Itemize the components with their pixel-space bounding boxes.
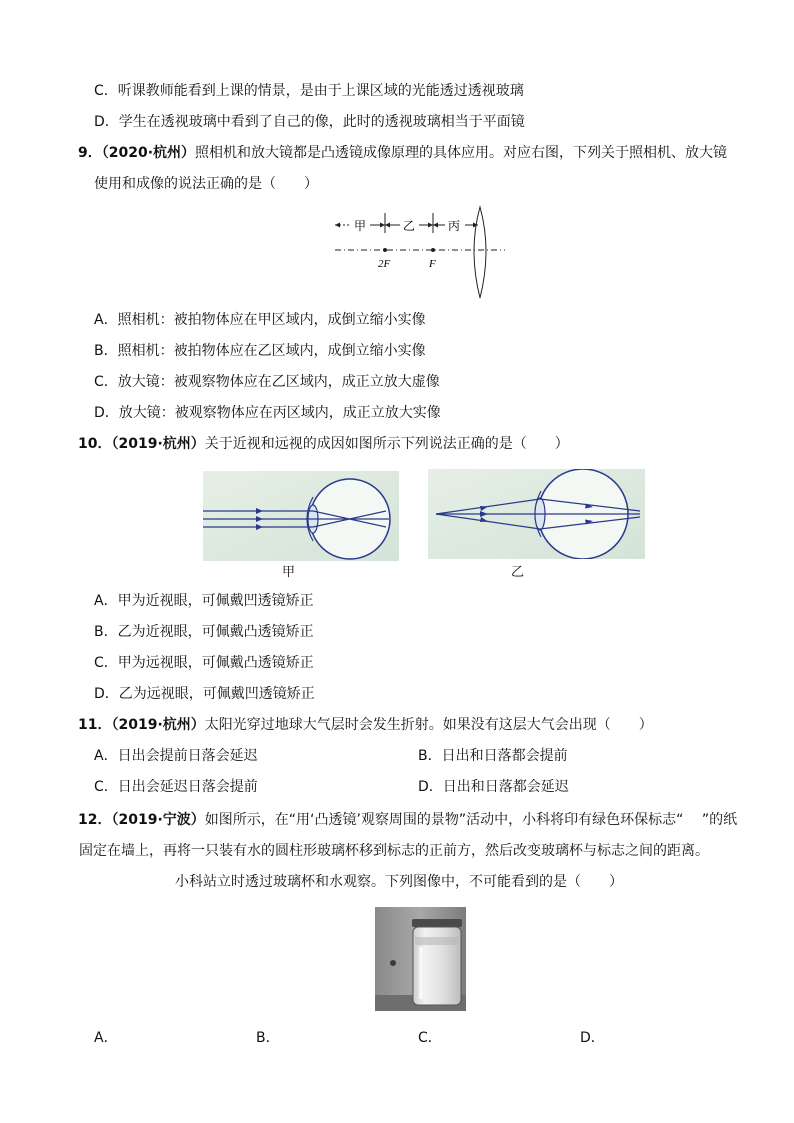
q9-number: 9． — [78, 145, 102, 161]
q11-option-c[interactable]: C．日出会延迟日落会提前 — [94, 779, 258, 795]
q9-stem-line1 — [78, 143, 727, 163]
q10-eye-diagram-hyperopia — [428, 469, 645, 559]
q12-text2: 固定在墙上，再将一只装有水的圆柱形玻璃杯移到标志的正前方，然后改变玻璃杯与标志之间的距离。 — [79, 843, 709, 859]
label-jia: 甲 — [354, 219, 367, 233]
q10-stem — [78, 434, 569, 454]
caption-yi: 乙 — [511, 565, 525, 580]
q9-source: （2020·杭州） — [101, 145, 196, 161]
q12-number: 12． — [78, 812, 112, 828]
q9-option-c[interactable]: C．放大镜：被观察物体应在乙区域内，成正立放大虚像 — [94, 374, 440, 390]
q9-option-d[interactable]: D．放大镜：被观察物体应在丙区域内，成正立放大实像 — [94, 405, 441, 421]
q12-text1: 如图所示，在“用‘凸透镜’观察周围的景物”活动中，小科将印有绿色环保标志“ ”的纸 — [204, 812, 738, 828]
q11-option-d[interactable]: D．日出和日落都会延迟 — [418, 779, 569, 795]
q12-source: （2019·宁波） — [111, 812, 205, 828]
q11-source: （2019·杭州） — [111, 717, 205, 733]
q11-option-a[interactable]: A．日出会提前日落会延迟 — [94, 748, 258, 764]
wall-mark — [390, 960, 396, 966]
q9-option-a[interactable]: A．照相机：被拍物体应在甲区域内，成倒立缩小实像 — [94, 312, 426, 328]
q9-text2: 使用和成像的说法正确的是（ ） — [94, 176, 318, 192]
option-c-previous: C．听课教师能看到上课的情景，是由于上课区域的光能透过透视玻璃 — [94, 83, 524, 99]
q12-option-c[interactable]: C． — [418, 1030, 442, 1046]
q11-option-b[interactable]: B．日出和日落都会提前 — [418, 748, 568, 764]
q10-number: 10． — [78, 436, 112, 452]
option-d-previous: D．学生在透视玻璃中看到了自己的像，此时的透视玻璃相当于平面镜 — [94, 114, 525, 130]
q10-option-d[interactable]: D．乙为远视眼，可佩戴凹透镜矫正 — [94, 686, 315, 702]
label-2f: 2F — [378, 258, 391, 270]
point-2f — [383, 248, 387, 252]
q11-text: 太阳光穿过地球大气层时会发生折射。如果没有这层大气会出现（ ） — [204, 717, 653, 733]
jar-lid — [412, 919, 462, 927]
point-f — [431, 248, 435, 252]
q10-text: 关于近视和远视的成因如图所示下列说法正确的是（ ） — [204, 436, 569, 452]
q10-option-a[interactable]: A．甲为近视眼，可佩戴凹透镜矫正 — [94, 593, 314, 609]
q11-number: 11． — [78, 717, 112, 733]
q9-option-b[interactable]: B．照相机：被拍物体应在乙区域内，成倒立缩小实像 — [94, 343, 426, 359]
q10-option-c[interactable]: C．甲为远视眼，可佩戴凸透镜矫正 — [94, 655, 314, 671]
q9-text1: 照相机和放大镜都是凸透镜成像原理的具体应用。对应右图，下列关于照相机、放大镜 — [195, 145, 728, 161]
label-yi: 乙 — [403, 219, 416, 233]
q12-option-b[interactable]: B． — [256, 1030, 280, 1046]
label-bing: 丙 — [448, 219, 461, 233]
q12-glass-jar-photo — [375, 907, 466, 1011]
q9-lens-diagram — [330, 205, 510, 301]
q12-option-a[interactable]: A． — [94, 1030, 118, 1046]
q10-option-b[interactable]: B．乙为近视眼，可佩戴凸透镜矫正 — [94, 624, 314, 640]
q10-eye-diagram-myopia — [203, 471, 399, 561]
label-f: F — [429, 258, 436, 270]
q12-option-d[interactable]: D． — [580, 1030, 605, 1046]
q12-text3: 小科站立时透过玻璃杯和水观察。下列图像中，不可能看到的是（ ） — [175, 874, 623, 890]
q10-source: （2019·杭州） — [111, 436, 205, 452]
q12-stem-line1 — [78, 810, 737, 830]
convex-lens — [474, 207, 486, 298]
q11-stem — [78, 715, 653, 735]
caption-jia: 甲 — [282, 565, 296, 580]
